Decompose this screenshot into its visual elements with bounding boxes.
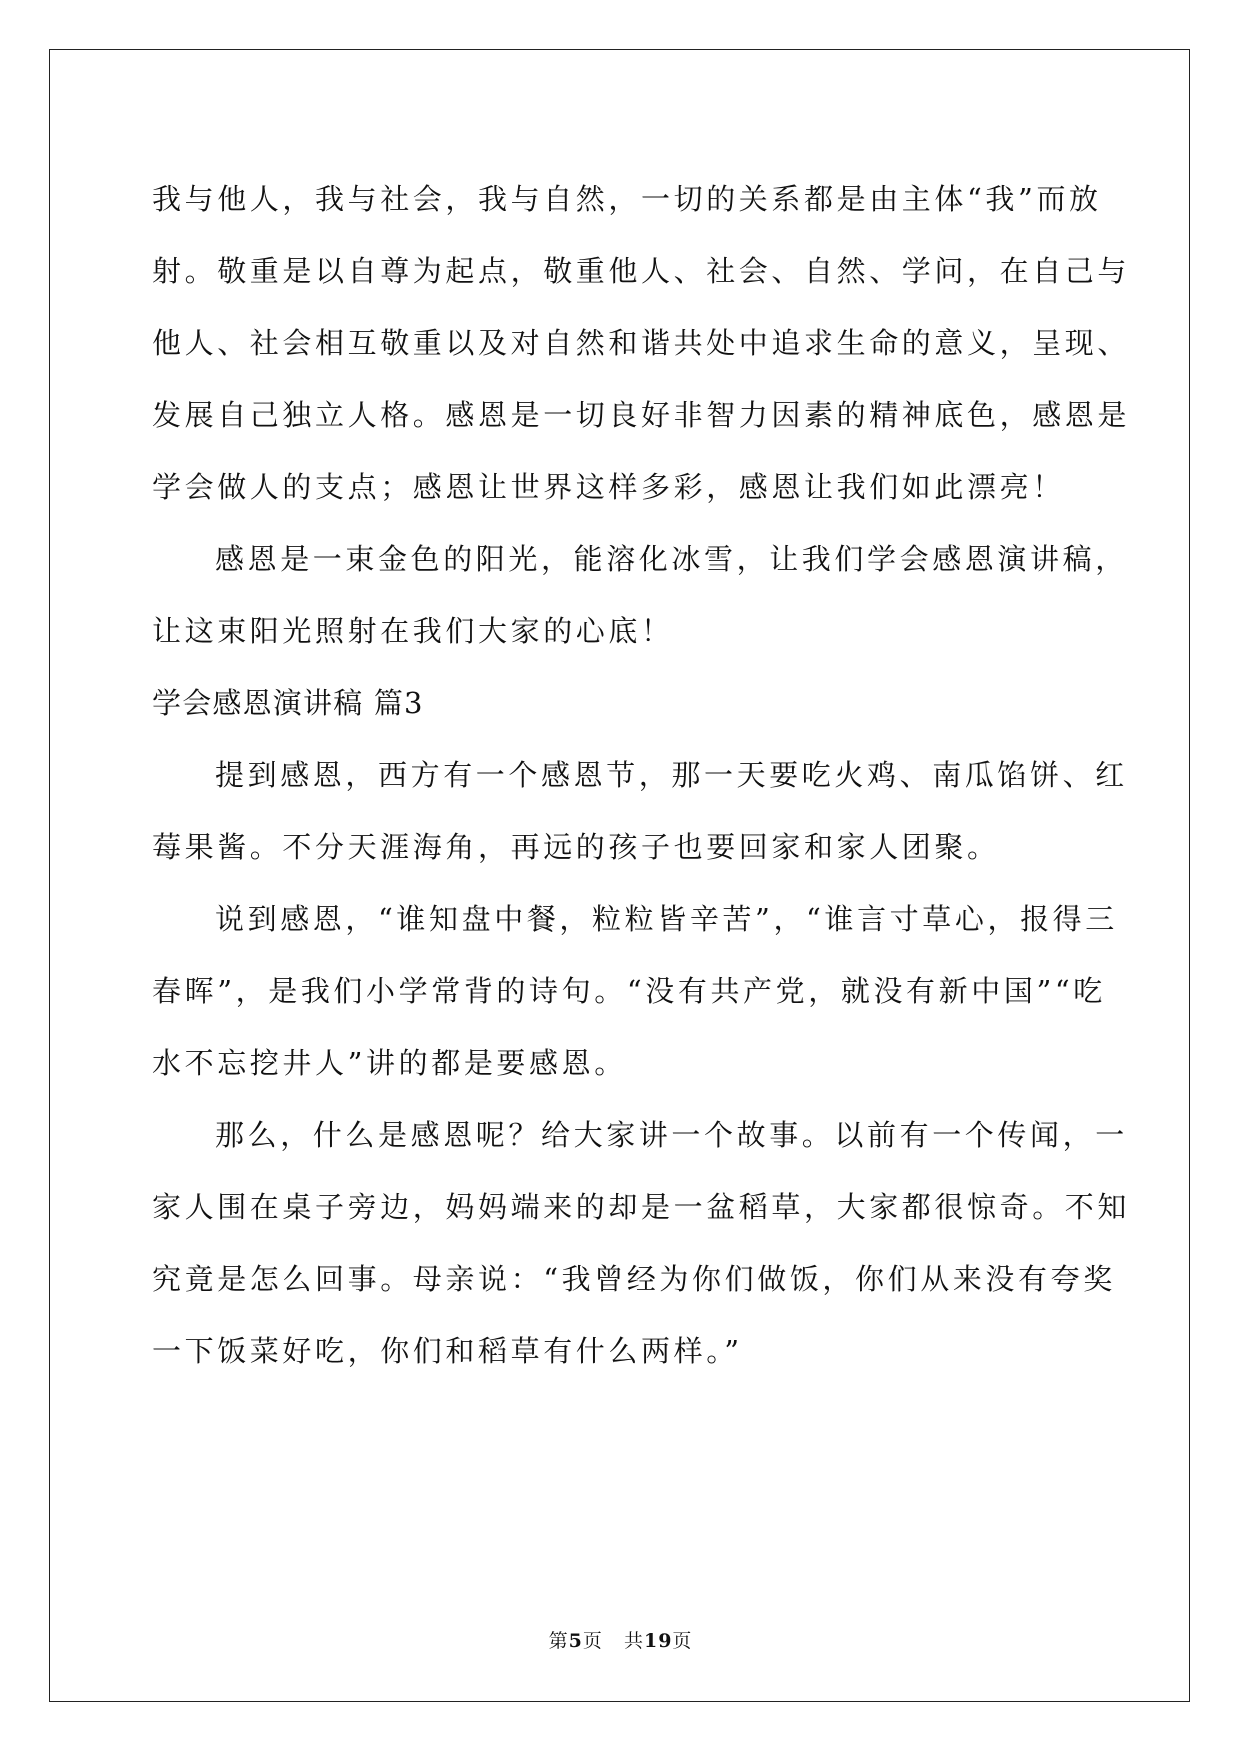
- total-prefix: 共: [623, 1630, 644, 1652]
- text-line: 春晖”，是我们小学常背的诗句。“没有共产党，就没有新中国”“吃: [152, 974, 1106, 1008]
- text-line: 学会做人的支点；感恩让世界这样多彩，感恩让我们如此漂亮！: [152, 470, 1065, 504]
- paragraph-2: [152, 523, 1128, 667]
- document-body: [152, 163, 1131, 1387]
- text-line: 他人、社会相互敬重以及对自然和谐共处中追求生命的意义，呈现、: [152, 326, 1131, 360]
- text-line: 我与他人，我与社会，我与自然，一切的关系都是由主体“我”而放: [152, 182, 1102, 216]
- text-line: 感恩是一束金色的阳光，能溶化冰雪，让我们学会感恩演讲稿，: [215, 542, 1128, 576]
- total-suffix: 页: [672, 1630, 693, 1652]
- text-line: 提到感恩，西方有一个感恩节，那一天要吃火鸡、南瓜馅饼、红: [215, 758, 1128, 792]
- paragraph-3: [152, 739, 1128, 883]
- total-pages: 19: [643, 1630, 673, 1652]
- text-line: 一下饭菜好吃，你们和稻草有什么两样。”: [152, 1334, 743, 1368]
- text-line: 说到感恩，“谁知盘中餐，粒粒皆辛苦”，“谁言寸草心，报得三: [215, 902, 1118, 936]
- page-number: 5: [568, 1630, 583, 1652]
- text-line: 究竟是怎么回事。母亲说：“我曾经为你们做饭，你们从来没有夸奖: [152, 1262, 1116, 1296]
- text-line: 让这束阳光照射在我们大家的心底！: [152, 614, 674, 648]
- text-line: 发展自己独立人格。感恩是一切良好非智力因素的精神底色，感恩是: [152, 398, 1131, 432]
- text-line: 那么，什么是感恩呢？给大家讲一个故事。以前有一个传闻，一: [215, 1118, 1128, 1152]
- paragraph-1: [152, 163, 1131, 523]
- section-heading: 学会感恩演讲稿 篇3: [152, 686, 424, 720]
- text-line: 家人围在桌子旁边，妈妈端来的却是一盆稻草，大家都很惊奇。不知: [152, 1190, 1131, 1224]
- text-line: 射。敬重是以自尊为起点，敬重他人、社会、自然、学问，在自己与: [152, 254, 1131, 288]
- paragraph-4: [152, 883, 1118, 1099]
- page-footer: [0, 1629, 1241, 1653]
- text-line: 水不忘挖井人”讲的都是要感恩。: [152, 1046, 627, 1080]
- paragraph-5: [152, 1099, 1131, 1387]
- page-suffix: 页: [582, 1630, 603, 1652]
- page-prefix: 第: [548, 1630, 569, 1652]
- text-line: 莓果酱。不分天涯海角，再远的孩子也要回家和家人团聚。: [152, 830, 1000, 864]
